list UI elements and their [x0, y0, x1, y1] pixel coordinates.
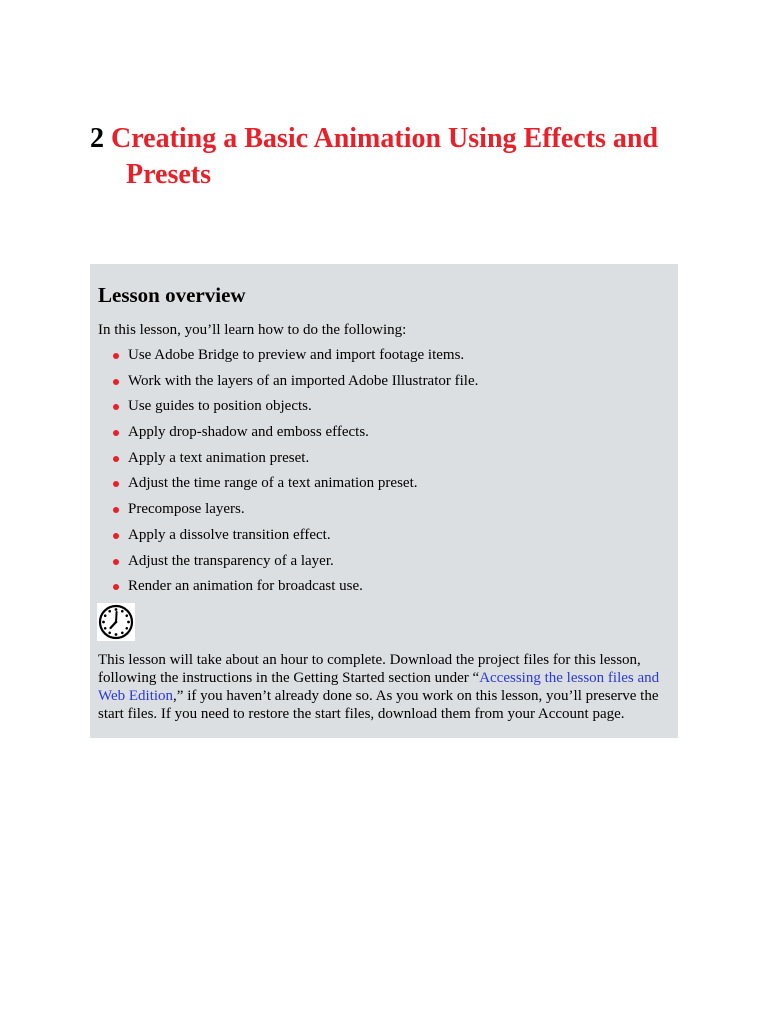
bullet-icon [113, 559, 119, 565]
list-item-text: Use Adobe Bridge to preview and import footage items. [128, 347, 465, 363]
lesson-overview-box [90, 264, 678, 738]
clock-icon [97, 603, 135, 641]
list-item [98, 474, 670, 492]
list-item [98, 372, 670, 390]
list-item-text: Apply a dissolve transition effect. [128, 526, 331, 543]
list-item [98, 423, 670, 441]
chapter-title-line-1: Creating a Basic Animation Using Effects and [111, 123, 659, 154]
bullet-icon [113, 430, 119, 436]
list-item [98, 577, 670, 595]
bullet-icon [113, 507, 119, 513]
list-item-text: Adjust the transparency of a layer. [128, 552, 334, 569]
list-item-text: Apply a text animation preset. [128, 449, 310, 466]
chapter-title-line-2: Presets [126, 159, 211, 190]
list-item [98, 552, 670, 570]
time-note-text-after-link: ,” if you haven’t already done so. As you work on this lesson, you’ll preserve the start files. If you need to restore the start files, download them from your Account page. [98, 687, 659, 722]
bullet-icon [113, 481, 119, 487]
lesson-time-note [98, 651, 670, 723]
list-item [98, 449, 670, 467]
list-item-text: Use guides to position objects. [128, 398, 312, 415]
time-note-text-before-link: This lesson will take about an hour to complete. Download the project files for this lesson, following the instructions in the Getting Started section under “ [98, 651, 641, 686]
list-item-text: Apply drop-shadow and emboss effects. [128, 424, 369, 441]
bullet-icon [113, 456, 119, 462]
chapter-number: 2 [90, 123, 104, 154]
list-item-text: Precompose layers. [128, 501, 245, 518]
bullet-icon [113, 584, 119, 590]
list-item-text: Render an animation for broadcast use. [128, 578, 363, 595]
bullet-icon [113, 533, 119, 539]
list-item [98, 346, 670, 364]
list-item [98, 526, 670, 544]
list-item [98, 397, 670, 415]
accessing-lesson-files-link[interactable]: Accessing the lesson files and Web Edition [98, 669, 660, 704]
lesson-objectives-list [98, 346, 670, 595]
list-item-text: Work with the layers of an imported Adobe Illustrator file. [128, 372, 479, 389]
list-item-text: Adjust the time range of a text animation preset. [128, 475, 418, 492]
list-item [98, 500, 670, 518]
lesson-overview-heading: Lesson overview [98, 283, 246, 307]
chapter-title [90, 121, 690, 193]
lesson-overview-intro: In this lesson, you’ll learn how to do the following: [98, 322, 407, 338]
bullet-icon [113, 379, 119, 385]
bullet-icon [113, 404, 119, 410]
bullet-icon [113, 353, 119, 359]
